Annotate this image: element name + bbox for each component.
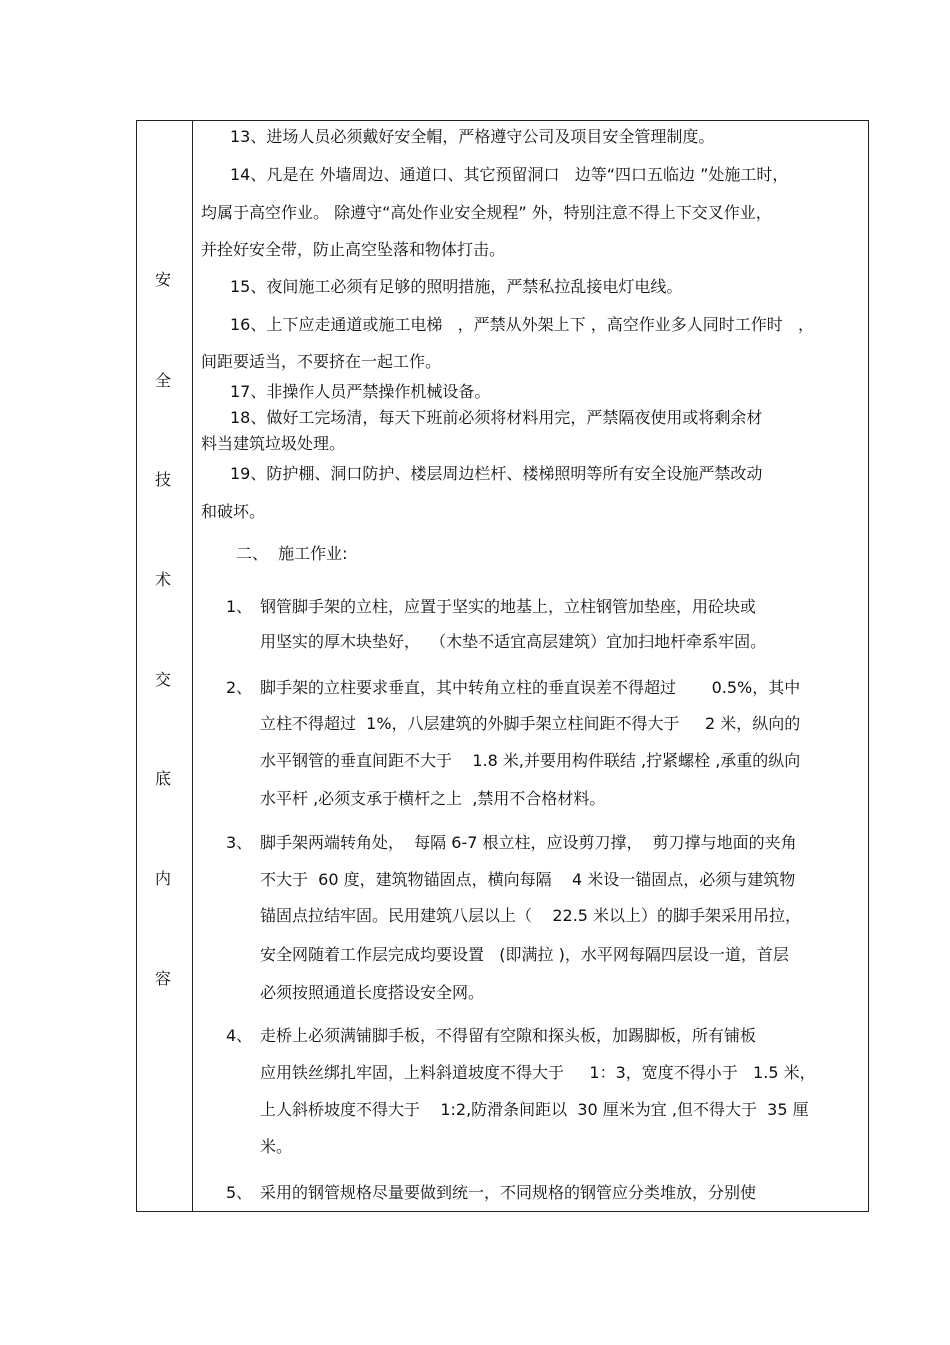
item-line: 必须按照通道长度搭设安全网。 <box>260 983 485 1002</box>
rule-line: 均属于高空作业。 除遵守“高处作业安全规程” 外，特别注意不得上下交叉作业， <box>201 203 772 222</box>
rule-line: 17、非操作人员严禁操作机械设备。 <box>230 382 491 401</box>
rule-line: 16、上下应走通道或施工电梯 ，严禁从外架上下 ，高空作业多人同时工作时 ， <box>230 315 814 334</box>
rule-line: 13、进场人员必须戴好安全帽，严格遵守公司及项目安全管理制度。 <box>230 127 715 146</box>
label-char: 安 <box>154 270 171 289</box>
item-number: 1、 <box>226 597 253 616</box>
item-number: 4、 <box>226 1026 253 1045</box>
rule-line: 和破坏。 <box>201 502 266 521</box>
item-line: 走桥上必须满铺脚手板，不得留有空隙和探头板，加踢脚板，所有铺板 <box>260 1026 757 1045</box>
label-char: 容 <box>154 969 171 988</box>
rule-line: 并拴好安全带，防止高空坠落和物体打击。 <box>201 240 506 259</box>
rule-line: 15、夜间施工必须有足够的照明措施，严禁私拉乱接电灯电线。 <box>230 277 683 296</box>
label-char: 技 <box>154 470 171 489</box>
label-char: 底 <box>154 769 171 788</box>
label-char: 交 <box>154 670 171 689</box>
item-line: 用坚实的厚木块垫好， （木垫不适宜高层建筑）宜加扫地杆牵系牢固。 <box>260 632 767 651</box>
item-line: 脚手架两端转角处， 每隔 6-7 根立柱，应设剪刀撑， 剪刀撑与地面的夹角 <box>260 833 797 852</box>
item-line: 锚固点拉结牢固。民用建筑八层以上（ 22.5 米以上）的脚手架采用吊拉， <box>260 906 802 925</box>
item-line: 安全网随着工作层完成均要设置 (即满拉 )，水平网每隔四层设一道，首层 <box>260 945 789 964</box>
rule-line: 间距要适当，不要挤在一起工作。 <box>201 352 442 371</box>
rule-line: 19、防护棚、洞口防护、楼层周边栏杆、楼梯照明等所有安全设施严禁改动 <box>230 464 763 483</box>
item-number: 2、 <box>226 678 253 697</box>
rule-line: 18、做好工完场清，每天下班前必须将材料用完，严禁隔夜使用或将剩余材 <box>230 408 763 427</box>
label-char: 内 <box>154 869 171 888</box>
label-char: 术 <box>154 570 171 589</box>
item-number: 5、 <box>226 1183 253 1202</box>
item-line: 不大于 60 度，建筑物锚固点，横向每隔 4 米设一锚固点，必须与建筑物 <box>260 870 796 889</box>
item-line: 脚手架的立柱要求垂直，其中转角立柱的垂直误差不得超过 0.5%，其中 <box>260 678 801 697</box>
item-line: 上人斜桥坡度不得大于 1:2,防滑条间距以 30 厘米为宜 ,但不得大于 35 厘 <box>260 1100 809 1119</box>
rule-line: 14、凡是在 外墙周边、通道口、其它预留洞口 边等“四口五临边 ”处施工时， <box>230 165 789 184</box>
item-line: 水平钢管的垂直间距不大于 1.8 米,并要用构件联结 ,拧紧螺栓 ,承重的纵向 <box>260 751 801 770</box>
column-divider <box>192 120 193 1212</box>
section-heading: 二、 施工作业: <box>236 544 348 563</box>
item-line: 采用的钢管规格尽量要做到统一，不同规格的钢管应分类堆放，分别使 <box>260 1183 757 1202</box>
item-number: 3、 <box>226 833 253 852</box>
item-line: 水平杆 ,必须支承于横杆之上 ,禁用不合格材料。 <box>260 789 606 808</box>
rule-line: 料当建筑垃圾处理。 <box>201 434 346 453</box>
item-line: 应用铁丝绑扎牢固，上料斜道坡度不得大于 1：3，宽度不得小于 1.5 米， <box>260 1063 816 1082</box>
item-line: 钢管脚手架的立柱，应置于坚实的地基上，立柱钢管加垫座，用砼块或 <box>260 597 757 616</box>
item-line: 米。 <box>260 1137 293 1156</box>
label-char: 全 <box>154 371 171 390</box>
item-line: 立柱不得超过 1%，八层建筑的外脚手架立柱间距不得大于 2 米，纵向的 <box>260 714 801 733</box>
